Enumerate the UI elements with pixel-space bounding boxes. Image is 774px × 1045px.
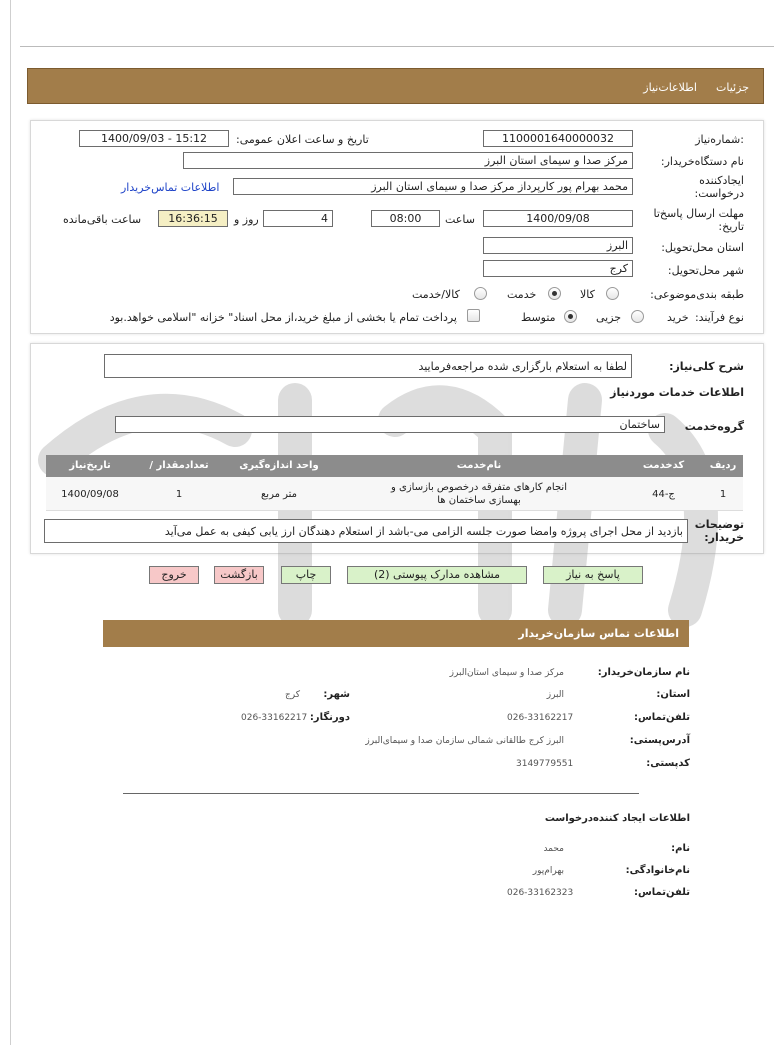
cell-unit: متر مربع	[260, 489, 298, 500]
remaining-label: ساعت باقی‌مانده	[63, 213, 142, 226]
need-number-label: شماره‌نیاز:	[695, 133, 744, 146]
contact-org-value: مرکز صدا و سیمای استان‌البرز	[449, 668, 564, 678]
process-minor-label: جزیی	[596, 311, 622, 324]
th-date: تاریخ‌نیاز	[69, 460, 111, 471]
contact-section-bar	[103, 620, 689, 647]
need-number-field: 1100001640000032	[483, 130, 633, 147]
th-qty: / تعدادمقدار	[149, 460, 209, 471]
city-field: کرج	[483, 260, 633, 277]
process-value: خرید	[667, 311, 689, 324]
buyer-org-label: نام دستگاه‌خریدار:	[660, 155, 744, 168]
description-field: لطفا به استعلام بارگزاری شده مراجعه‌فرمایید	[104, 354, 632, 378]
process-label: نوع فرآیند:	[694, 311, 744, 324]
cell-name-line2: بهسازی ساختمان ها	[437, 495, 521, 506]
contact-city-value: کرج	[284, 690, 300, 700]
creator-family-value: بهرام‌پور	[532, 866, 564, 876]
contact-address-value: البرز کرج طالقانی شمالی سازمان صدا و سیمای‌البرز	[365, 736, 564, 746]
category-goods-label: کالا	[580, 288, 595, 301]
category-service-radio[interactable]	[548, 287, 561, 300]
services-title: اطلاعات خدمات موردنیاز	[610, 386, 744, 399]
deadline-time-field: 08:00	[371, 210, 440, 227]
category-both-radio[interactable]	[474, 287, 487, 300]
contact-province-value: البرز	[546, 690, 564, 700]
contact-phone-value: 026-33162217	[507, 713, 574, 723]
province-label: استان محل‌تحویل:	[661, 241, 744, 254]
creator-field: محمد بهرام پور کارپرداز مرکز صدا و سیمای استان البرز	[233, 178, 633, 195]
deadline-label: مهلت ارسال پاسخ‌تا تاریخ:	[653, 207, 744, 233]
back-button[interactable]: بازگشت	[214, 566, 264, 584]
th-code: کدخدمت	[642, 460, 685, 471]
creator-phone-value: 026-33162323	[507, 888, 574, 898]
contact-divider	[123, 793, 639, 794]
province-field: البرز	[483, 237, 633, 254]
days-label: روز و	[234, 213, 259, 226]
header-bar	[27, 68, 764, 104]
th-name: نام‌خدمت	[456, 460, 502, 471]
cell-row: 1	[719, 489, 727, 500]
contact-phone-label: تلفن‌تماس:	[633, 712, 690, 723]
announce-field: 1400/09/03 - 15:12	[79, 130, 229, 147]
th-unit: واحد اندازه‌گیری	[239, 460, 319, 471]
category-both-label: کالا/خدمت	[412, 288, 460, 301]
cell-qty: 1	[175, 489, 183, 500]
creator-phone-label: تلفن‌تماس:	[633, 887, 690, 898]
services-table-header	[46, 455, 743, 477]
creator-info-title: اطلاعات ایجاد کننده‌درخواست	[544, 813, 690, 824]
cell-code: ج-44	[652, 489, 675, 500]
reply-button[interactable]: پاسخ به نیاز	[543, 566, 643, 584]
service-group-field: ساختمان	[115, 416, 665, 433]
category-goods-radio[interactable]	[606, 287, 619, 300]
city-label: شهر محل‌تحویل:	[667, 264, 744, 277]
tab-need-info[interactable]: اطلاعات‌نیاز	[643, 81, 697, 94]
announce-label: تاریخ و ساعت اعلان عمومی:	[236, 133, 369, 146]
creator-label: ایجادکننده درخواست:	[694, 174, 744, 200]
deadline-hour-label: ساعت	[445, 213, 475, 226]
contact-postal-value: 3149779551	[516, 759, 574, 769]
service-group-label: گروه‌خدمت	[684, 420, 744, 433]
notes-label: توضیحات خریدار:	[694, 518, 744, 544]
process-minor-radio[interactable]	[631, 310, 644, 323]
creator-name-value: محمد	[543, 844, 564, 854]
treasury-note: پرداخت تمام یا بخشی از مبلغ خرید،از محل اسناد" خزانه "اسلامی خواهد.بود	[109, 311, 457, 324]
process-medium-label: متوسط	[521, 311, 556, 324]
contact-fax-label: دورنگار:	[309, 712, 350, 723]
cell-name-line1: انجام کارهای متفرقه درخصوص بازسازی و	[391, 482, 567, 493]
th-row: ردیف	[709, 460, 737, 471]
contact-postal-label: کدپستی:	[646, 758, 690, 769]
treasury-checkbox[interactable]	[467, 309, 480, 322]
contact-org-label: نام سازمان‌خریدار:	[597, 667, 690, 678]
creator-family-label: نام‌خانوادگی:	[625, 865, 690, 876]
days-field: 4	[263, 210, 333, 227]
category-label: طبقه بندی‌موضوعی:	[650, 288, 744, 301]
buyer-org-field: مرکز صدا و سیمای استان البرز	[183, 152, 633, 169]
buyer-contact-link[interactable]: اطلاعات تماس‌خریدار	[121, 181, 220, 194]
notes-field: بازدید از محل اجرای پروژه وامضا صورت جلسه الزامی می-باشد از استعلام دهندگان ارز یابی کیفی به عمل می‌آید	[44, 519, 688, 543]
remaining-time-field: 16:36:15	[158, 210, 228, 227]
cell-date: 1400/09/08	[61, 489, 119, 500]
process-medium-radio[interactable]	[564, 310, 577, 323]
category-service-label: خدمت	[507, 288, 537, 301]
contact-province-label: استان:	[656, 689, 690, 700]
top-divider	[20, 46, 774, 47]
page-frame-left	[10, 0, 11, 1045]
contact-city-label: شهر:	[323, 689, 350, 700]
tab-details[interactable]: جزئیات	[716, 81, 749, 94]
description-label: شرح کلی‌نیاز:	[669, 360, 744, 373]
deadline-date-field: 1400/09/08	[483, 210, 633, 227]
view-docs-button[interactable]: مشاهده مدارک پیوستی (2)	[347, 566, 527, 584]
contact-fax-value: 026-33162217	[241, 713, 308, 723]
creator-name-label: نام:	[671, 843, 690, 854]
exit-button[interactable]: خروج	[149, 566, 199, 584]
contact-address-label: آدرس‌پستی:	[629, 735, 690, 746]
print-button[interactable]: چاپ	[281, 566, 331, 584]
table-row	[46, 477, 743, 511]
contact-section-title: اطلاعات تماس سازمان‌خریدار	[518, 627, 679, 640]
